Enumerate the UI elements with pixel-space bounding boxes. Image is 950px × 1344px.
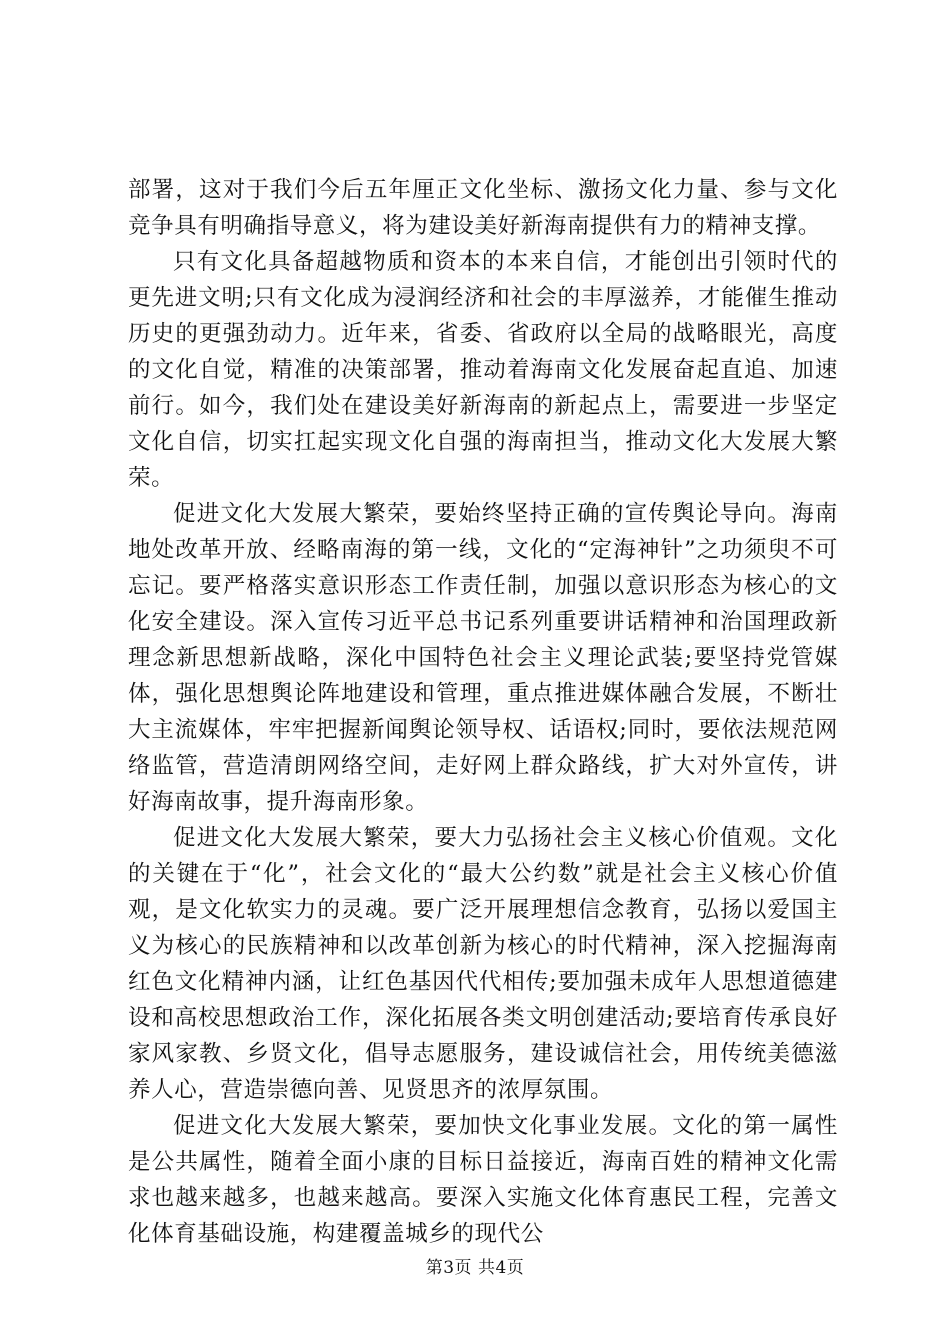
paragraph: 促进文化大发展大繁荣，要加快文化事业发展。文化的第一属性是公共属性，随着全面小康的目标日益接近，海南百姓的精神文化需求也越来越多，也越来越高。要深入实施文化体育惠民工程，完善文化体育基础设施，构建覆盖城乡的现代公 <box>128 1113 838 1247</box>
paragraph: 部署，这对于我们今后五年厘正文化坐标、激扬文化力量、参与文化竞争具有明确指导意义，将为建设美好新海南提供有力的精神支撑。 <box>128 177 838 239</box>
paragraph: 促进文化大发展大繁荣，要始终坚持正确的宣传舆论导向。海南地处改革开放、经略南海的第一线，文化的“定海神针”之功须臾不可忘记。要严格落实意识形态工作责任制，加强以意识形态为核心的文化安全建设。深入宣传习近平总书记系列重要讲话精神和治国理政新理念新思想新战略，深化中国特色社会主义理论武装;要坚持党管媒体，强化思想舆论阵地建设和管理，重点推进媒体融合发展，不断壮大主流媒体，牢牢把握新闻舆论领导权、话语权;同时，要依法规范网络监管，营造清朗网络空间，走好网上群众路线，扩大对外宣传，讲好海南故事，提升海南形象。 <box>128 501 838 815</box>
paragraph: 促进文化大发展大繁荣，要大力弘扬社会主义核心价值观。文化的关键在于“化”，社会文化的“最大公约数”就是社会主义核心价值观，是文化软实力的灵魂。要广泛开展理想信念教育，弘扬以爱国主义为核心的民族精神和以改革创新为核心的时代精神，深入挖掘海南红色文化精神内涵，让红色基因代代相传;要加强未成年人思想道德建设和高校思想政治工作，深化拓展各类文明创建活动;要培育传承良好家风家教、乡贤文化，倡导志愿服务，建设诚信社会，用传统美德滋养人心，营造崇德向善、见贤思齐的浓厚氛围。 <box>128 825 838 1103</box>
page-number-footer: 第3页 共4页 <box>425 1258 525 1278</box>
document-body <box>128 172 838 1252</box>
paragraph: 只有文化具备超越物质和资本的本来自信，才能创出引领时代的更先进文明;只有文化成为浸润经济和社会的丰厚滋养，才能催生推动历史的更强劲动力。近年来，省委、省政府以全局的战略眼光，高度的文化自觉，精准的决策部署，推动着海南文化发展奋起直追、加速前行。如今，我们处在建设美好新海南的新起点上，需要进一步坚定文化自信，切实扛起实现文化自强的海南担当，推动文化大发展大繁荣。 <box>128 249 838 491</box>
